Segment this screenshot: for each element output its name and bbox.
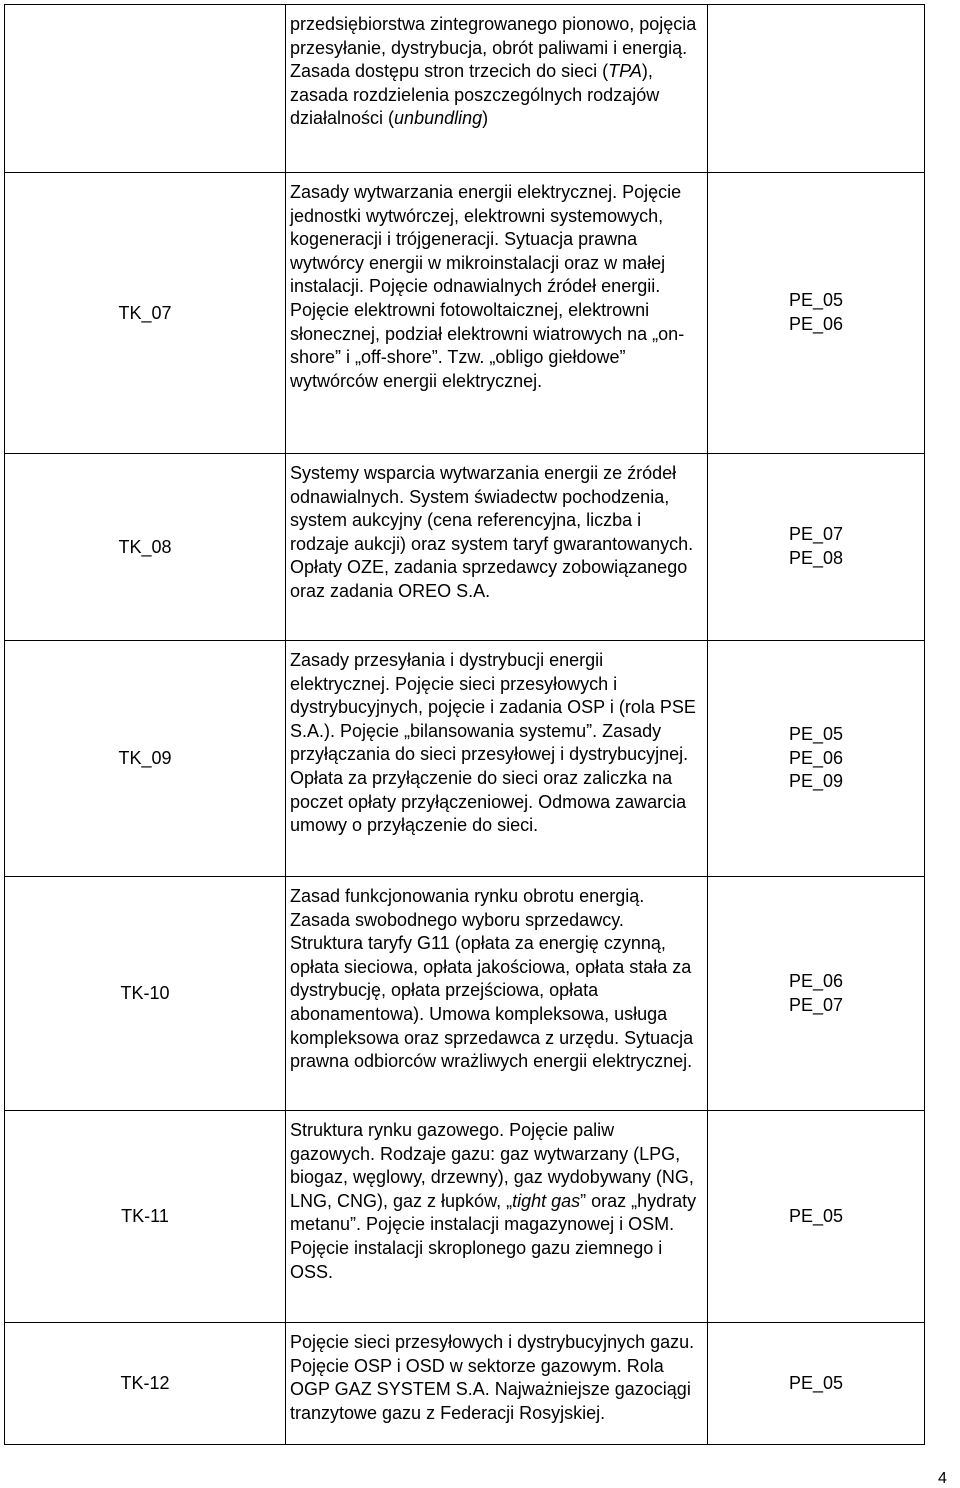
italic-term: tight gas	[512, 1190, 581, 1211]
topic-content-cell	[286, 454, 708, 641]
page-number: 4	[938, 1470, 947, 1487]
table-row	[5, 454, 925, 641]
learning-outcomes-cell	[708, 641, 925, 877]
content-text: przedsiębiorstwa zintegrowanego pionowo, pojęcia przesyłanie, dystrybucja, obrót paliwami i energią. Zasada dostępu stron trzecich do sieci (	[290, 14, 697, 82]
learning-outcome-ref: PE_06	[788, 314, 844, 334]
learning-outcome-ref: PE_06	[788, 747, 844, 768]
learning-outcomes-cell	[708, 1323, 925, 1445]
learning-outcomes-cell	[708, 1111, 925, 1323]
learning-outcome-ref: PE_09	[788, 771, 844, 792]
topic-code-cell: TK_09	[5, 641, 286, 877]
topic-content-cell	[286, 877, 708, 1111]
learning-outcomes-cell	[708, 877, 925, 1111]
learning-outcome-ref: PE_06	[788, 970, 844, 991]
topic-code-cell: TK_07	[5, 173, 286, 454]
content-text: Zasad funkcjonowania rynku obrotu energią. Zasada swobodnego wyboru sprzedawcy. Struktura taryfy G11 (opłata za energię czynną, opłata sieciowa, opłata jakościowa, opłata stała za dystrybucję, opłata przejściowa, opłata abonamentowa). Umowa kompleksowa, usługa kompleksowa oraz sprzedawca z urzędu. Sytuacja prawna odbiorców wrażliwych energii elektrycznej.	[290, 886, 694, 1072]
learning-outcomes-cell	[708, 173, 925, 454]
learning-outcomes-cell	[708, 454, 925, 641]
learning-outcome-ref: PE_05	[788, 1205, 844, 1226]
table-row	[5, 1111, 925, 1323]
italic-term: TPA	[608, 61, 642, 82]
table-row	[5, 641, 925, 877]
learning-outcome-ref: PE_05	[788, 724, 844, 745]
topic-content-cell	[286, 173, 708, 454]
content-text: Systemy wsparcia wytwarzania energii ze źródeł odnawialnych. System świadectw pochodzenia, system aukcyjny (cena referencyjna, liczba i rodzaje aukcji) oraz system taryf gwarantowanych. Opłaty OZE, zadania sprzedawcy zobowiązanego oraz zadania OREO S.A.	[290, 463, 694, 601]
topic-content-cell	[286, 5, 708, 173]
topic-code-cell: TK-12	[5, 1323, 286, 1445]
italic-term: unbundling	[394, 108, 483, 129]
learning-outcome-ref: PE_07	[788, 994, 844, 1015]
learning-outcome-ref: PE_08	[788, 548, 844, 568]
syllabus-table	[4, 4, 925, 1445]
learning-outcome-ref: PE_05	[788, 290, 844, 311]
content-text: Pojęcie sieci przesyłowych i dystrybucyjnych gazu. Pojęcie OSP i OSD w sektorze gazowym. Rola OGP GAZ SYSTEM S.A. Najważniejsze gazociągi tranzytowe gazu z Federacji Rosyjskiej.	[290, 1332, 695, 1423]
topic-content-cell	[286, 1111, 708, 1323]
content-text: ), zasada rozdzielenia poszczególnych rodzajów działalności (	[290, 61, 660, 129]
topic-code-cell: TK-11	[5, 1111, 286, 1323]
learning-outcome-ref: PE_05	[788, 1372, 844, 1393]
content-text: ” oraz „hydraty metanu”. Pojęcie instalacji magazynowej i OSM. Pojęcie instalacji skroplonego gazu ziemnego i OSS.	[290, 1190, 697, 1282]
table-row	[5, 877, 925, 1111]
content-text: Zasady wytwarzania energii elektrycznej. Pojęcie jednostki wytwórczej, elektrowni systemowych, kogeneracji i trójgeneracji. Sytuacja prawna wytwórcy energii w mikroinstalacji oraz w małej instalacji. Pojęcie odnawialnych źródeł energii. Pojęcie elektrowni fotowoltaicznej, elektrowni słonecznej, podział elektrowni wiatrowych na „on-shore” i „off-shore”. Tzw. „obligo giełdowe” wytwórców energii elektrycznej.	[290, 182, 685, 391]
content-text: Struktura rynku gazowego. Pojęcie paliw gazowych. Rodzaje gazu: gaz wytwarzany (LPG, biogaz, węglowy, drzewny), gaz wydobywany (NG, LNG, CNG), gaz z łupków, „	[290, 1120, 694, 1211]
content-text: )	[482, 108, 489, 129]
learning-outcome-ref: PE_07	[788, 524, 844, 545]
table-row	[5, 1323, 925, 1445]
topic-code-cell: TK-10	[5, 877, 286, 1111]
topic-content-cell	[286, 641, 708, 877]
topic-code-cell: TK_08	[5, 454, 286, 641]
topic-code-cell	[5, 5, 286, 173]
content-text: Zasady przesyłania i dystrybucji energii elektrycznej. Pojęcie sieci przesyłowych i dystrybucyjnych, pojęcie i zadania OSP i (rola PSE S.A.). Pojęcie „bilansowania systemu”. Zasady przyłączania do sieci przesyłowej i dystrybucyjnej. Opłata za przyłączenie do sieci oraz zaliczka na poczet opłaty przyłączeniowej. Odmowa zawarcia umowy o przyłączenie do sieci.	[290, 650, 696, 836]
table-row	[5, 5, 925, 173]
learning-outcomes-cell	[708, 5, 925, 173]
topic-content-cell	[286, 1323, 708, 1445]
table-row	[5, 173, 925, 454]
